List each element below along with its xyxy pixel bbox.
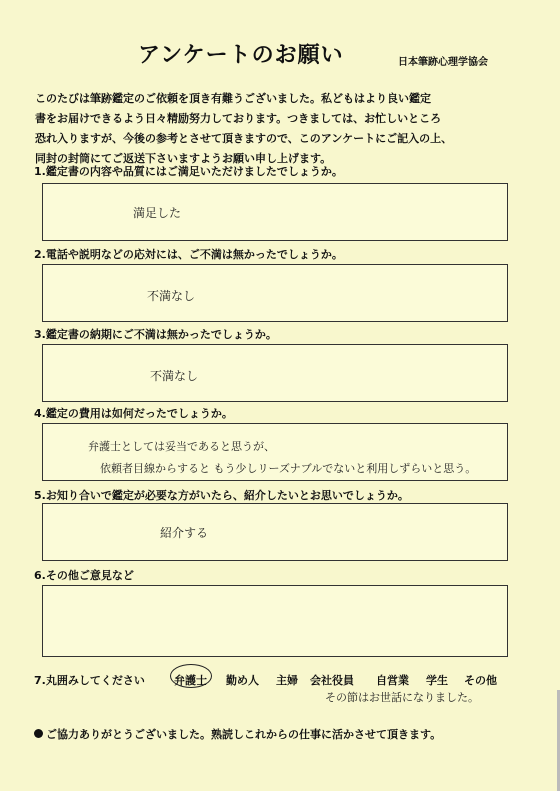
handwritten-note: その節はお世話になりました。 bbox=[325, 691, 479, 704]
intro-line: 同封の封筒にてご返送下さいますようお願い申し上げます。 bbox=[35, 152, 332, 165]
intro-line: 恐れ入りますが、今後の参考とさせて頂きますので、このアンケートにご記入の上、 bbox=[35, 132, 453, 145]
answer-box-5 bbox=[42, 503, 508, 561]
answer-box-3 bbox=[42, 344, 508, 402]
question-4: 4.鑑定の費用は如何だったでしょうか。 bbox=[34, 407, 233, 420]
option-self-employed: 自営業 bbox=[376, 674, 409, 687]
handwritten-answer-1: 満足した bbox=[133, 206, 182, 220]
option-student: 学生 bbox=[426, 674, 448, 687]
question-5: 5.お知り合いで鑑定が必要な方がいたら、紹介したいとお思いでしょうか。 bbox=[34, 489, 409, 502]
option-other: その他 bbox=[464, 674, 497, 687]
answer-box-6 bbox=[42, 585, 508, 657]
question-3: 3.鑑定書の納期にご不満は無かったでしょうか。 bbox=[34, 328, 277, 341]
option-executive: 会社役員 bbox=[310, 674, 354, 687]
footer-text: ご協力ありがとうございました。熟読しこれからの仕事に活かさせて頂きます。 bbox=[46, 728, 442, 741]
option-housewife: 主婦 bbox=[276, 674, 298, 687]
handwritten-answer-2: 不満なし bbox=[147, 289, 196, 303]
intro-paragraph bbox=[35, 89, 525, 169]
intro-line: 書をお届けできるよう日々精励努力しております。つきましては、お忙しいところ bbox=[35, 112, 442, 125]
handwritten-answer-5: 紹介する bbox=[160, 526, 209, 540]
page-title: アンケートのお願い bbox=[138, 43, 344, 68]
answer-box-1 bbox=[42, 183, 508, 241]
handwritten-answer-3: 不満なし bbox=[150, 369, 199, 383]
option-lawyer: 弁護士 bbox=[174, 674, 207, 687]
answer-box-2 bbox=[42, 264, 508, 322]
question-2: 2.電話や説明などの応対には、ご不満は無かったでしょうか。 bbox=[34, 248, 343, 261]
handwritten-answer-4-line-2: 依頼者目線からすると もう少しリーズナブルでないと利用しずらいと思う。 bbox=[100, 462, 477, 475]
handwritten-answer-4-line-1: 弁護士としては妥当であると思うが、 bbox=[88, 440, 275, 453]
question-1: 1.鑑定書の内容や品質にはご満足いただけましたでしょうか。 bbox=[34, 165, 343, 178]
question-6: 6.その他ご意見など bbox=[34, 569, 134, 582]
option-employee: 勤め人 bbox=[226, 674, 259, 687]
organization-name: 日本筆跡心理学協会 bbox=[398, 57, 488, 68]
intro-line: このたびは筆跡鑑定のご依頼を頂き有難うございました。私どもはより良い鑑定 bbox=[35, 92, 431, 105]
bullet-icon bbox=[34, 729, 43, 738]
footer-thanks bbox=[34, 726, 441, 742]
question-7-label: 7.丸囲みしてください bbox=[34, 674, 145, 687]
